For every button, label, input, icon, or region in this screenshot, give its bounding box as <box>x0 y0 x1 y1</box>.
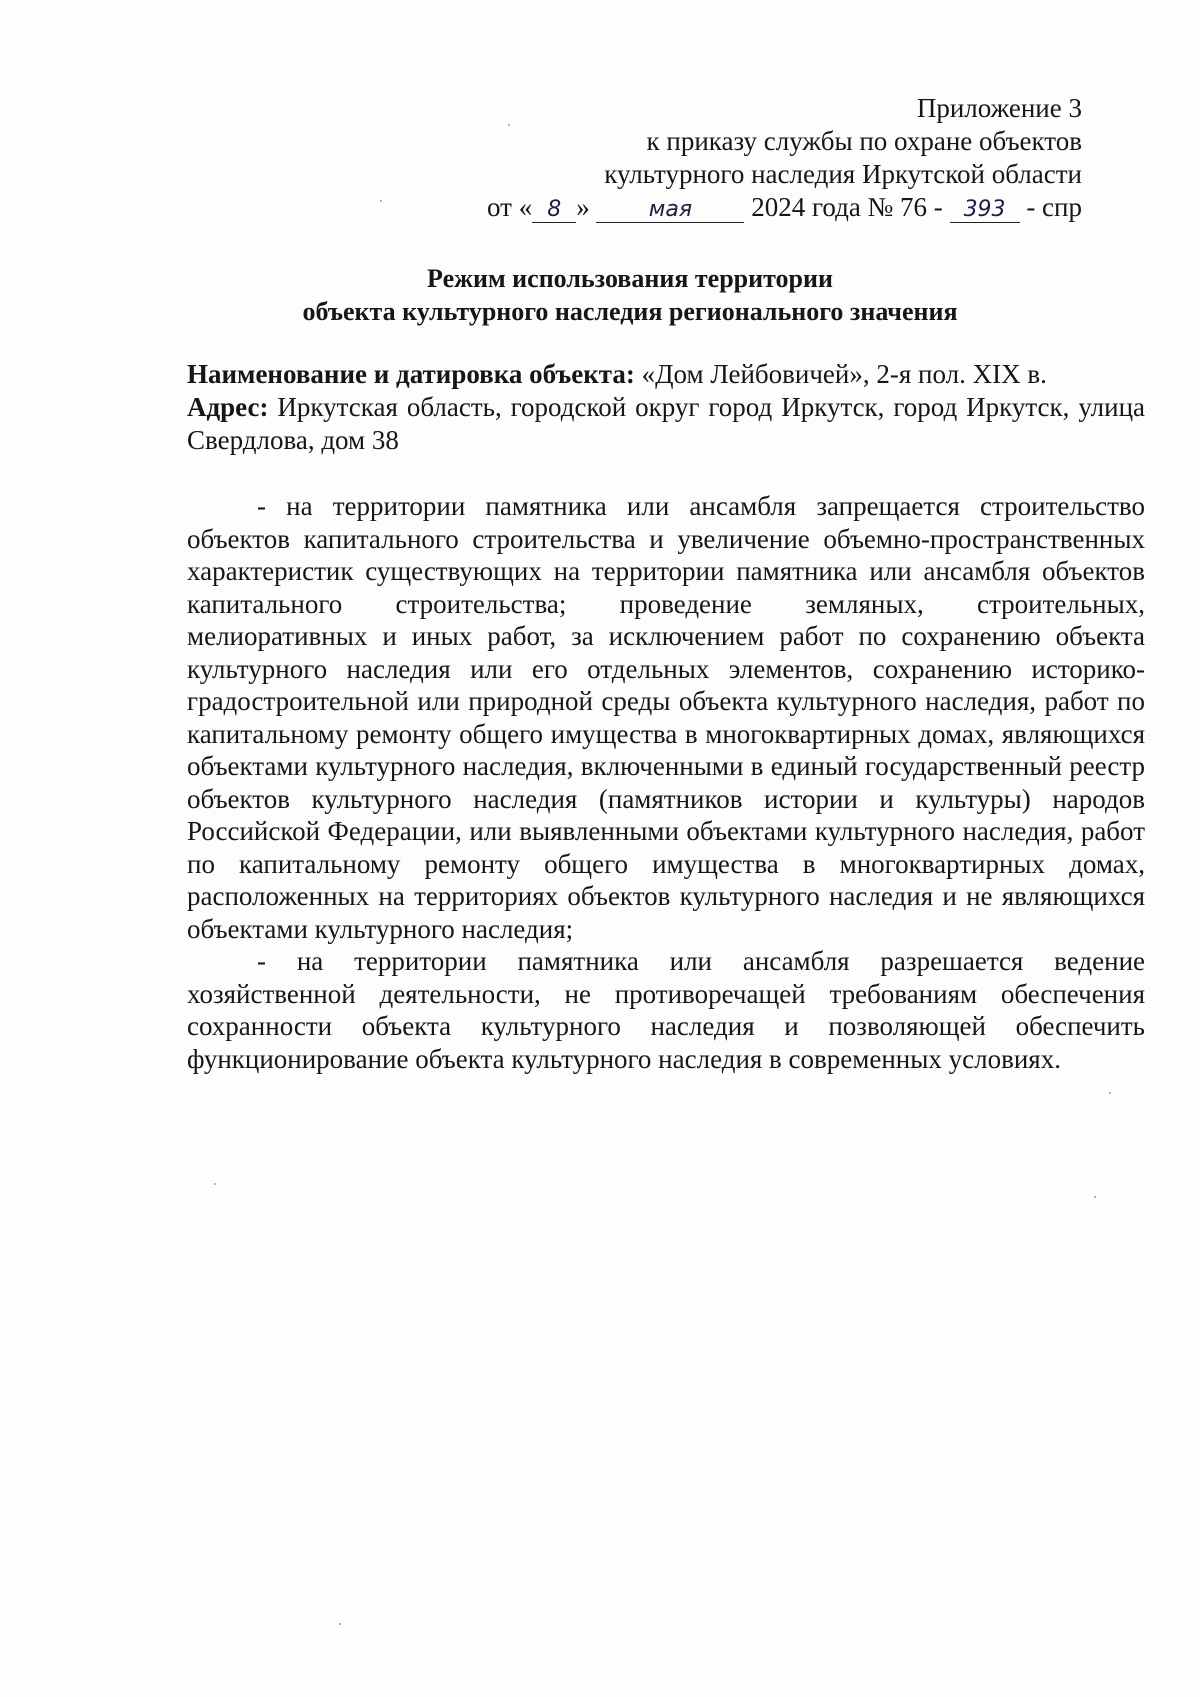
handwritten-month: мая <box>596 198 744 223</box>
object-info <box>187 358 1145 457</box>
scan-speck <box>339 1623 341 1625</box>
handwritten-day: 8 <box>532 198 576 223</box>
year-and-number: 2024 года № 76 - <box>751 192 943 222</box>
order-date-line <box>362 191 1082 224</box>
document-title <box>180 262 1080 328</box>
order-authority-line: культурного наследия Иркутской области <box>604 159 1082 189</box>
scan-speck <box>1094 1196 1096 1198</box>
object-name-label: Наименование и датировка объекта: <box>187 359 635 389</box>
order-suffix: - спр <box>1026 192 1082 222</box>
date-prefix: от « <box>487 192 533 222</box>
title-line-1: Режим использования территории <box>427 264 833 293</box>
order-reference-line: к приказу службы по охране объектов <box>646 126 1082 156</box>
appendix-number: Приложение 3 <box>916 93 1082 123</box>
date-quote-close: » <box>576 192 590 222</box>
usage-regime-text <box>187 490 1145 1075</box>
object-name-line <box>187 358 1145 391</box>
appendix-header <box>362 92 1082 224</box>
prohibition-paragraph: - на территории памятника или ансамбля запрещается строительство объектов капитального строительства и увеличение объемно-пространственных характеристик существующих на территории памятника или ансамбля объектов капитального строительства; проведение земляных, строительных, мелиоративных и иных работ, за исключением работ по сохранению объекта культурного наследия или его отдельных элементов, сохранению историко-градостроительной или природной среды объекта культурного наследия, работ по капитальному ремонту общего имущества в многоквартирных домах, являющихся объектами культурного наследия, включенными в единый государственный реестр объектов культурного наследия (памятников истории и культуры) народов Российской Федерации, или выявленными объектами культурного наследия, работ по капитальному ремонту общего имущества в многоквартирных домах, расположенных на территориях объектов культурного наследия и не являющихся объектами культурного наследия; <box>187 491 1145 944</box>
title-line-2: объекта культурного наследия регионального значения <box>302 297 958 326</box>
object-address-line <box>187 391 1145 457</box>
handwritten-order-number: 393 <box>950 198 1020 223</box>
object-address-value: Иркутская область, городской округ город Иркутск, город Иркутск, улица Свердлова, дом 38 <box>187 392 1146 455</box>
scan-speck <box>214 1183 216 1185</box>
object-address-label: Адрес: <box>187 392 269 422</box>
object-name-value: «Дом Лейбовичей», 2-я пол. XIX в. <box>641 359 1047 389</box>
scan-speck <box>1109 1092 1111 1094</box>
permission-paragraph: - на территории памятника или ансамбля разрешается ведение хозяйственной деятельности, не противоречащей требованиям обеспечения сохранности объекта культурного наследия и позволяющей обеспечить функционирование объекта культурного наследия в современных условиях. <box>187 946 1145 1074</box>
